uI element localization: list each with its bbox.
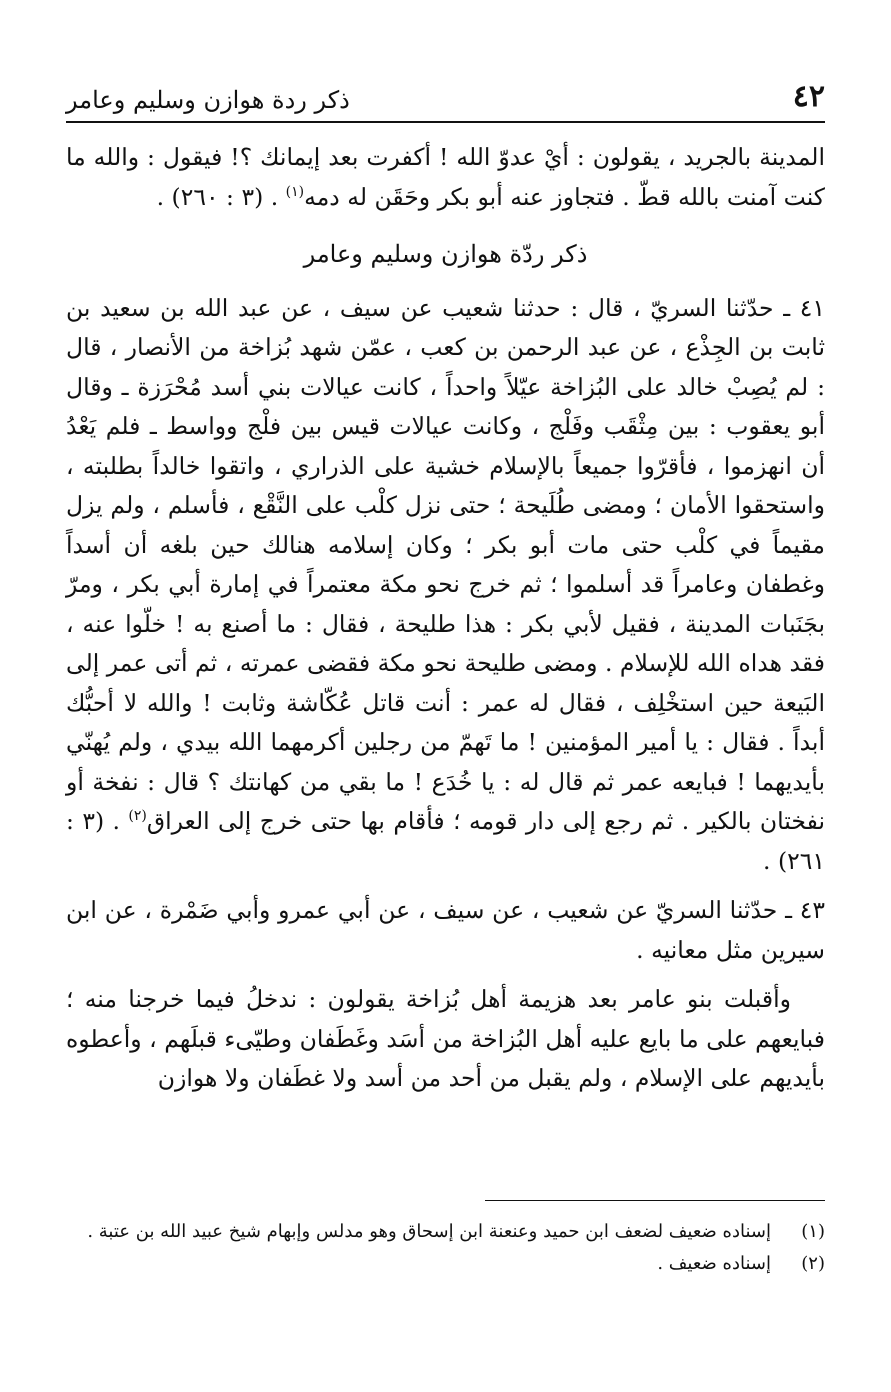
section-heading: ذكر ردّة هوازن وسليم وعامر bbox=[303, 240, 588, 268]
main-text bbox=[66, 138, 825, 1099]
running-header bbox=[66, 76, 825, 112]
footnote-divider bbox=[485, 1200, 825, 1201]
footnotes bbox=[66, 1216, 825, 1280]
running-title: ذكر ردة هوازن وسليم وعامر bbox=[66, 86, 350, 114]
paragraph-banu-amir: وأقبلت بنو عامر بعد هزيمة أهل بُزاخة يقولون : ندخلُ فيما خرجنا منه ؛ فبايعهم على ما بايع عليه أهل البُزاخة من أسَد وغَطَفان وطيّىء قبلَهم ، وأعطوه بأيديهم على الإسلام ، ولم يقبل من أحد من أسد ولا غطَفان ولا هوازن bbox=[66, 985, 825, 1092]
hadith-43: ٤٣ ـ حدّثنا السريّ عن شعيب ، عن سيف ، عن أبي عمرو وأبي ضَمْرة ، عن ابن سيرين مثل معانيه . bbox=[66, 896, 825, 964]
hadith-41 bbox=[66, 289, 825, 882]
footnote-text: إسناده ضعيف . bbox=[657, 1253, 771, 1274]
footnote-text: إسناده ضعيف لضعف ابن حميد وعنعنة ابن إسحاق وهو مدلس وإبهام شيخ عبيد الله بن عتبة . bbox=[87, 1221, 771, 1242]
intro-citation: . (٣ : ٢٦٠) . bbox=[156, 182, 286, 211]
footnote-number: (٢) bbox=[801, 1253, 825, 1274]
intro-paragraph bbox=[66, 138, 825, 217]
footnote-2 bbox=[66, 1248, 825, 1280]
footnote-marker-2: (٢) bbox=[128, 808, 147, 825]
hadith-41-text: ٤١ ـ حدّثنا السريّ ، قال : حدثنا شعيب عن سيف ، عن عبد الله بن سعيد بن ثابت بن الجِذْع ، عن عبد الرحمن بن كعب ، عمّن شهد بُزاخة من الأنصار ، قال : لم يُصِبْ خالد على البُزاخة عيّلاً واحداً ، كانت عيالات بني أسد مُحْرَزة ـ وقال أبو يعقوب : بين مِثْقَب وفَلْج ، وكانت عيالات قيس بين فلْج وواسط ـ فلم يَعْدُ أن انهزموا ، فأقرّوا جميعاً بالإسلام خشية على الذراري ، واتقوا خالداً بطلبته ، واستحقوا الأمان ؛ ومضى طُلَيحة ؛ حتى نزل كلْب على النَّقْع ، فأسلم ، ولم يزل مقيماً في كلْب حتى مات أبو بكر ؛ وكان إسلامه هنالك حين بلغه أن أسداً وغطفان وعامراً قد أسلموا ؛ ثم خرج نحو مكة معتمراً في إمارة أبي بكر ، ومرّ بجَنَبات المدينة ، فقيل لأبي بكر : هذا طليحة ، فقال : ما أصنع به ! خلّوا عنه ، فقد هداه الله للإسلام . ومضى طليحة نحو مكة فقضى عمرته ، ثم أتى عمر إلى البَيعة حين استخْلِف ، فقال له عمر : أنت قاتل عُكّاشة وثابت ! والله لا أحبُّك أبداً . فقال : يا أمير المؤمنين ! ما تَهمّ من رجلين أكرمهما الله بيدي ، ولم يُهنّي بأيديهما ! فبايعه عمر ثم قال له : يا خُدَع ! ما بقي من كهانتك ؟ قال : نفخة أو نفختان بالكير . ثم رجع إلى دار قومه ؛ فأقام بها حتى خرج إلى العراق bbox=[66, 293, 825, 835]
hadith-41-citation: . (٣ : ٢٦١) . bbox=[66, 807, 825, 875]
footnote-marker-1: (١) bbox=[285, 183, 305, 200]
header-divider bbox=[66, 121, 825, 123]
page-number: ٤٢ bbox=[792, 79, 825, 114]
footnote-1 bbox=[66, 1216, 825, 1248]
footnote-number: (١) bbox=[801, 1221, 825, 1242]
intro-text: المدينة بالجريد ، يقولون : أيْ عدوّ الله ! أكفرت بعد إيمانك ؟! فيقول : والله ما كنت آمنت بالله قطّ . فتجاوز عنه أبو بكر وحَقَن له دمه bbox=[66, 143, 825, 211]
